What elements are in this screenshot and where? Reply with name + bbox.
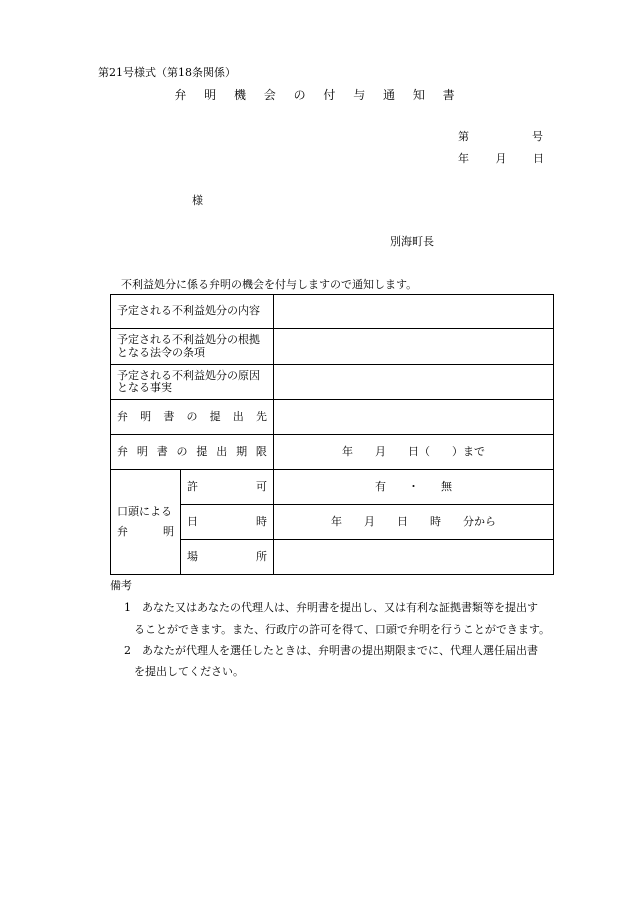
value-basis bbox=[274, 329, 554, 365]
label-char: 出 bbox=[216, 444, 228, 458]
table-row bbox=[111, 329, 554, 365]
remark-item-2-line-1: 2 あなたが代理人を選任したときは、弁明書の提出期限までに、代理人選任届出書 bbox=[124, 644, 538, 657]
label-char: 時 bbox=[256, 514, 267, 528]
remark-item-1-line-2: ることができます。また、行政庁の許可を得て、口頭で弁明を行うことができます。 bbox=[134, 623, 551, 636]
remark-item-2-line-2: を提出してください。 bbox=[134, 665, 244, 678]
table-row bbox=[111, 470, 554, 505]
label-char: の bbox=[186, 409, 198, 423]
date-line bbox=[458, 153, 544, 164]
label-line: 口頭による bbox=[117, 504, 172, 518]
table-row bbox=[111, 435, 554, 470]
label-line: となる事実 bbox=[117, 381, 172, 394]
label-char: 日 bbox=[187, 514, 198, 528]
label-char: 明 bbox=[163, 525, 174, 538]
label-char: 弁 bbox=[117, 409, 128, 423]
number-prefix: 第 bbox=[458, 130, 469, 143]
label-char: 出 bbox=[232, 409, 244, 423]
row-label-destination bbox=[111, 400, 274, 435]
label-char: 可 bbox=[256, 479, 267, 493]
date-day: 日 bbox=[533, 152, 544, 165]
value-destination bbox=[274, 400, 554, 435]
value-datetime: 年 月 日 時 分から bbox=[274, 505, 554, 540]
table-row bbox=[111, 295, 554, 329]
label-char: 弁 bbox=[117, 525, 128, 538]
label-char: 明 bbox=[140, 409, 152, 423]
label-char: 提 bbox=[209, 409, 221, 423]
label-char: 期 bbox=[236, 444, 248, 458]
row-label-cause bbox=[111, 365, 274, 400]
label-line: 予定される不利益処分の原因 bbox=[117, 368, 260, 382]
remark-item-1-line-1: 1 あなた又はあなたの代理人は、弁明書を提出し、又は有利な証拠書類等を提出す bbox=[124, 601, 538, 614]
label-char: 書 bbox=[156, 444, 168, 458]
issuer: 別海町長 bbox=[390, 235, 434, 248]
number-suffix: 号 bbox=[532, 130, 543, 143]
label-char: の bbox=[176, 444, 188, 458]
form-number: 第21号様式（第18条関係） bbox=[98, 66, 236, 79]
sub-label-place bbox=[181, 540, 274, 575]
value-content bbox=[274, 295, 554, 329]
label-char: 場 bbox=[187, 549, 198, 563]
label-line: となる法令の条項 bbox=[117, 345, 205, 359]
document-title: 弁 明 機 会 の 付 与 通 知 書 bbox=[174, 88, 462, 102]
row-label-content: 予定される不利益処分の内容 bbox=[111, 295, 274, 329]
sub-label-datetime bbox=[181, 505, 274, 540]
table-row bbox=[111, 400, 554, 435]
value-cause bbox=[274, 365, 554, 400]
remarks-heading: 備考 bbox=[110, 579, 132, 592]
date-year: 年 bbox=[458, 152, 469, 165]
row-label-oral bbox=[111, 470, 181, 575]
label-char: 明 bbox=[136, 444, 148, 458]
sub-label-permission bbox=[181, 470, 274, 505]
label-char: 書 bbox=[163, 409, 175, 423]
row-label-deadline bbox=[111, 435, 274, 470]
value-deadline: 年 月 日（ ）まで bbox=[274, 435, 554, 470]
intro-text: 不利益処分に係る弁明の機会を付与しますので通知します。 bbox=[121, 278, 418, 291]
label-char: 提 bbox=[196, 444, 208, 458]
label-char: 限 bbox=[255, 444, 267, 458]
label-char: 弁 bbox=[117, 444, 128, 458]
notice-table bbox=[110, 294, 554, 575]
label-char: 所 bbox=[256, 549, 267, 563]
label-line: 予定される不利益処分の根拠 bbox=[117, 333, 260, 347]
row-label-basis bbox=[111, 329, 274, 365]
label-char: 先 bbox=[255, 409, 267, 423]
table-row bbox=[111, 365, 554, 400]
addressee-suffix: 様 bbox=[192, 194, 203, 207]
date-month: 月 bbox=[495, 152, 507, 165]
label-char: 許 bbox=[187, 479, 198, 493]
value-place bbox=[274, 540, 554, 575]
value-permission: 有 ・ 無 bbox=[274, 470, 554, 505]
